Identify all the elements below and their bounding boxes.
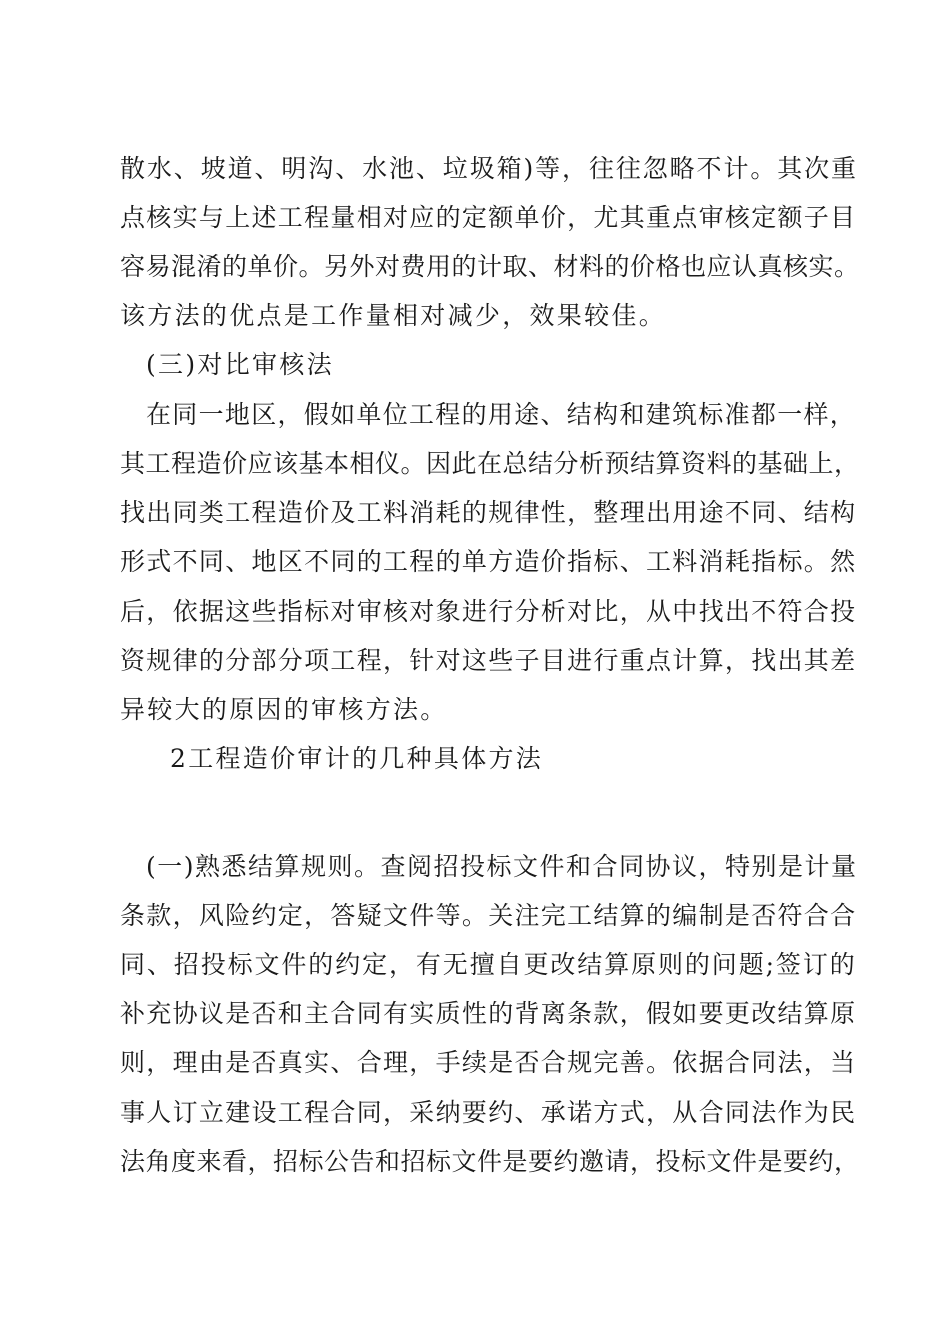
text-line: 法角度来看，招标公告和招标文件是要约邀请，投标文件是要约， xyxy=(120,1147,860,1176)
text-line: (一)熟悉结算规则。查阅招投标文件和合同协议，特别是计量 xyxy=(146,852,858,881)
section-heading: (三)对比审核法 xyxy=(146,350,334,379)
section-heading: 2工程造价审计的几种具体方法 xyxy=(170,744,544,773)
text-line: 其工程造价应该基本相仪。因此在总结分析预结算资料的基础上， xyxy=(120,449,860,478)
text-line: 容易混淆的单价。另外对费用的计取、材料的价格也应认真核实。 xyxy=(120,252,860,281)
text-line: 补充协议是否和主合同有实质性的背离条款，假如要更改结算原 xyxy=(120,999,857,1028)
text-line: 事人订立建设工程合同，采纳要约、承诺方式，从合同法作为民 xyxy=(120,1098,857,1127)
text-line: 异较大的原因的审核方法。 xyxy=(120,695,448,724)
text-line: 同、招投标文件的约定，有无擅自更改结算原则的问题;签订的 xyxy=(120,950,857,979)
text-line: 找出同类工程造价及工料消耗的规律性，整理出用途不同、结构 xyxy=(120,498,857,527)
text-line: 条款，风险约定，答疑文件等。关注完工结算的编制是否符合合 xyxy=(120,901,857,930)
text-line: 该方法的优点是工作量相对减少，效果较佳。 xyxy=(120,301,667,330)
text-line: 则，理由是否真实、合理，手续是否合规完善。依据合同法，当 xyxy=(120,1048,857,1077)
text-line: 资规律的分部分项工程，针对这些子目进行重点计算，找出其差 xyxy=(120,646,857,675)
text-line: 形式不同、地区不同的工程的单方造价指标、工料消耗指标。然 xyxy=(120,547,857,576)
text-line: 散水、坡道、明沟、水池、垃圾箱)等，往往忽略不计。其次重 xyxy=(120,154,858,183)
text-line: 点核实与上述工程量相对应的定额单价，尤其重点审核定额子目 xyxy=(120,203,857,232)
text-line: 在同一地区，假如单位工程的用途、结构和建筑标准都一样， xyxy=(146,400,857,429)
text-line: 后，依据这些指标对审核对象进行分析对比，从中找出不符合投 xyxy=(120,597,857,626)
